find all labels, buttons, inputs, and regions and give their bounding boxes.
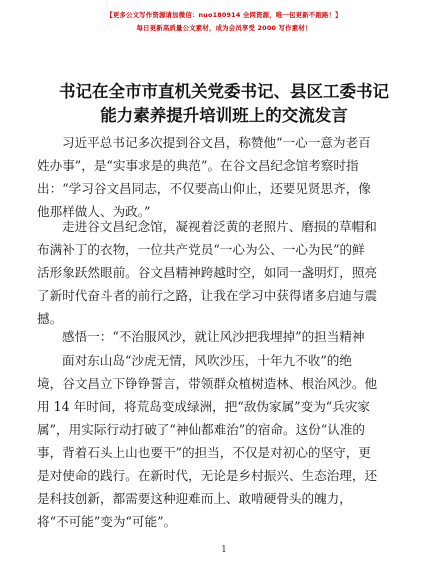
paragraph-line: 用 14 年时间，将荒岛变成绿洲，把“敌伪家属”变为“兵灾家	[37, 399, 371, 414]
paragraph-line: 属”，用实际行动打破了“神仙都难治”的宿命。这份“认准的	[37, 422, 366, 437]
paragraph-line: 撼。	[37, 311, 63, 326]
paragraph-line: 他那样做人、为政。”	[37, 204, 151, 219]
paragraph-line: 事，背着石头上山也要干”的担当，不仅是对初心的坚守，更	[37, 445, 371, 460]
paragraph-line: 是对使命的践行。在新时代，无论是乡村振兴、生态治理，还	[37, 468, 378, 483]
paragraph-line: 将“不可能”变为“可能”。	[37, 514, 177, 529]
paragraph-line: 感悟一：“不治服风沙，就让风沙把我埋掉”的担当精神	[62, 329, 365, 344]
paragraph-line: 境，谷文昌立下铮铮誓言，带领群众植树造林、根治风沙。他	[37, 376, 378, 391]
paragraph-4	[37, 349, 388, 533]
document-title-line-1: 书记在全市市直机关党委书记、县区工委书记	[59, 82, 389, 101]
paragraph-line: 走进谷文昌纪念馆，凝视着泛黄的老照片、磨损的草帽和	[62, 219, 377, 234]
section-heading-insight-1	[62, 325, 388, 348]
paragraph-line: 习近平总书记多次提到谷文昌，称赞他“一心一意为老百	[62, 135, 371, 150]
promo-banner-line-2: 每日更新高质量公文素材，成为会员享受 2000 写作素材！	[136, 24, 312, 32]
paragraph-line: 是科技创新，都需要这种迎难而上、敢啃硬骨头的魄力，	[37, 491, 352, 506]
paragraph-line: 布满补丁的衣物，一位共产党员“一心为公、一心为民”的鲜	[37, 242, 365, 257]
document-title-line-2: 能力素养提升培训班上的交流发言	[100, 106, 348, 125]
paragraph-line: 活形象跃然眼前。谷文昌精神跨越时空，如同一盏明灯，照亮	[37, 265, 378, 280]
paragraph-line: 面对东山岛“沙虎无情，风吹沙压，十年九不收”的绝	[62, 353, 352, 368]
paragraph-line: 出：“学习谷文昌同志，不仅要高山仰止，还要见贤思齐，像	[37, 181, 371, 196]
paragraph-line: 姓办事”，是“实事求是的典范”。在谷文昌纪念馆考察时指	[37, 158, 359, 173]
promo-banner-line-1: 【更多公文写作资源请加微信：nuo180914 全网资源，唯一包更新不跑路！】	[106, 11, 342, 19]
page-number: 1	[221, 545, 227, 555]
paragraph-2	[37, 215, 388, 330]
paragraph-1	[37, 131, 388, 223]
paragraph-line: 了新时代奋斗者的前行之路，让我在学习中获得诸多启迪与震	[37, 288, 378, 303]
